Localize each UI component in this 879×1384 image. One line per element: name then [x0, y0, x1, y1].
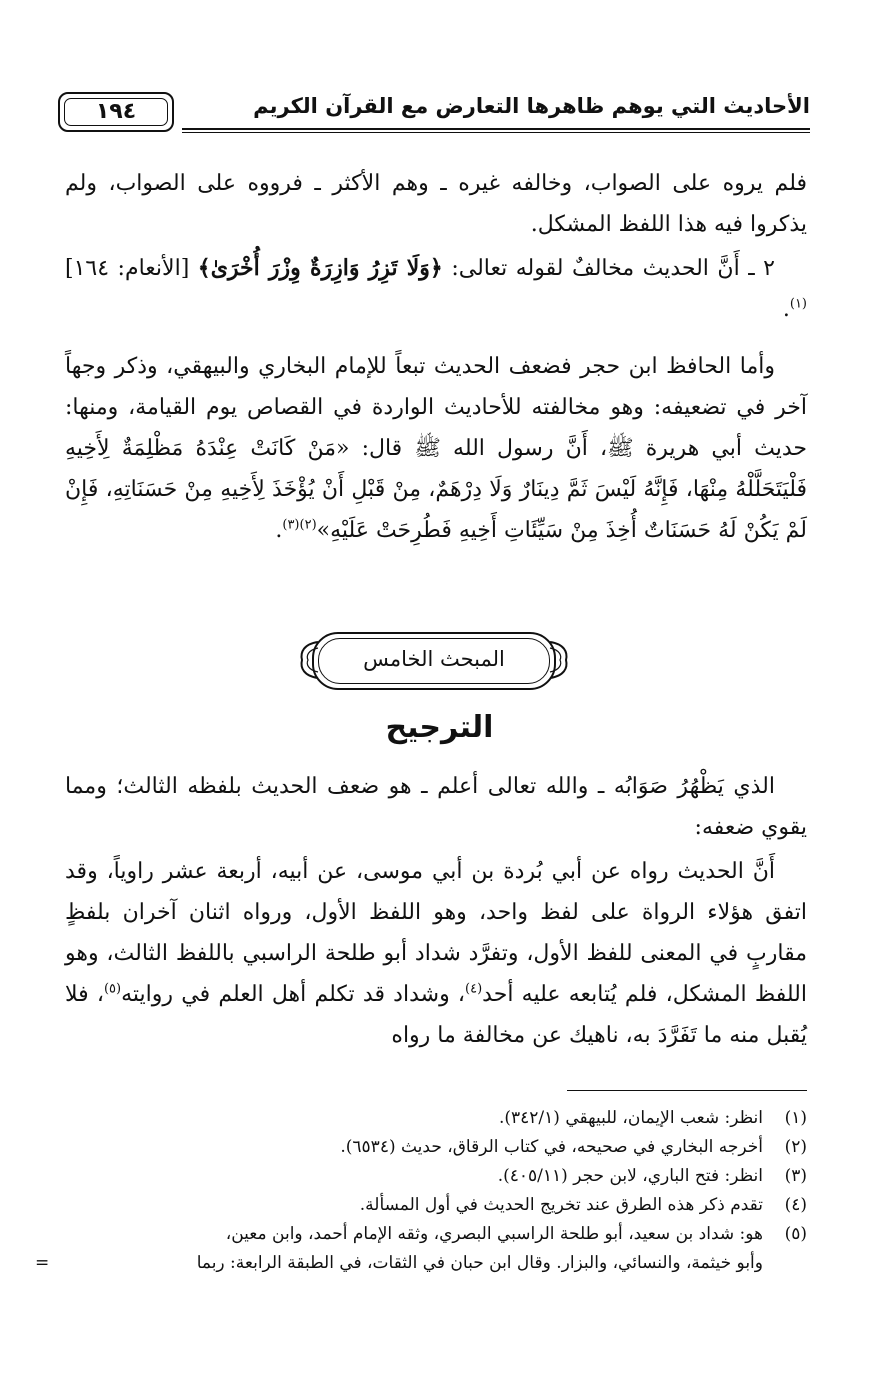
paragraph-2-body — [65, 248, 807, 330]
footnote-number: (٣) — [784, 1166, 807, 1186]
header-title: الأحاديث التي يوهم ظاهرها التعارض مع القرآن الكريم — [253, 94, 810, 118]
footnote-text: انظر: شعب الإيمان، للبيهقي (٣٤٢/١). — [498, 1108, 763, 1128]
running-header — [58, 92, 810, 144]
continuation-mark: = — [35, 1253, 50, 1273]
page-number-frame — [58, 92, 174, 132]
page-number: ١٩٤ — [95, 99, 137, 124]
footnote-4 — [65, 1191, 807, 1220]
paragraph-3-end: . — [275, 518, 283, 543]
paragraph-2-lead: ٢ ـ أَنَّ الحديث مخالفٌ لقوله تعالى: — [442, 256, 775, 281]
footnote-2 — [65, 1133, 807, 1162]
footnote-text: هو: شداد بن سعيد، أبو طلحة الراسبي البصري، وثقه الإمام أحمد، وابن معين، — [225, 1224, 763, 1244]
paragraph-3-text: وأما الحافظ ابن حجر فضعف الحديث تبعاً للإمام البخاري والبيهقي، وذكر وجهاً آخر في تضعيفه: وهو مخالفته للأحاديث الواردة في القصاص يوم القيامة، ومنها: حديث أبي هريرة ﷺ، أَنَّ رسول الله ﷺ قال: «مَنْ كَانَتْ عِنْدَهُ مَظْلِمَةٌ لِأَخِيهِ فَلْيَتَحَلَّلْهُ مِنْهَا، فَإِنَّهُ لَيْسَ ثَمَّ دِينَارٌ وَلَا دِرْهَمٌ، مِنْ قَبْلِ أَنْ يُؤْخَذَ لِأَخِيهِ مِنْ حَسَنَاتِهِ، فَإِنْ لَمْ يَكُنْ لَهُ حَسَنَاتٌ أُخِذَ مِنْ سَيِّئَاتِ أَخِيهِ فَطُرِحَتْ عَلَيْهِ» — [65, 354, 807, 543]
footnote-separator — [567, 1090, 807, 1091]
footnote-number: (٤) — [784, 1195, 807, 1215]
footnote-text: انظر: فتح الباري، لابن حجر (٤٠٥/١١). — [497, 1166, 763, 1186]
paragraph-3 — [65, 346, 807, 551]
paragraph-4-text: الذي يَظْهُرُ صَوَابُه ـ والله تعالى أعلم ـ هو ضعف الحديث بلفظه الثالث؛ ومما يقوي ضعفه: — [65, 774, 807, 840]
footnote-number: (١) — [784, 1108, 807, 1128]
quran-verse: ﴿وَلَا تَزِرُ وَازِرَةٌ وِزْرَ أُخْرَىٰ﴾ — [197, 255, 443, 281]
footnote-1 — [65, 1104, 807, 1133]
footnote-text: أخرجه البخاري في صحيحه، في كتاب الرقاق، حديث (٦٥٣٤). — [340, 1137, 763, 1157]
paragraph-1-text: فلم يروه على الصواب، وخالفه غيره ـ وهم الأكثر ـ فرووه على الصواب، ولم يذكروا فيه هذا اللفظ المشكل. — [65, 171, 807, 237]
footnote-text: تقدم ذكر هذه الطرق عند تخريج الحديث في أول المسألة. — [359, 1195, 763, 1215]
footnote-number: (٢) — [784, 1137, 807, 1157]
surah-reference: [الأنعام: ١٦٤] — [65, 256, 198, 281]
paragraph-5-body — [65, 851, 807, 1056]
paragraph-5-part-b: ، وشداد قد تكلم أهل العلم في روايته — [121, 982, 466, 1007]
footnote-3 — [65, 1162, 807, 1191]
section-banner — [298, 632, 570, 690]
footnote-number: (٥) — [784, 1224, 807, 1244]
paragraph-1 — [65, 163, 807, 245]
paragraph-2 — [65, 248, 807, 330]
banner-text: المبحث الخامس — [363, 647, 505, 671]
footnote-ref-1: (١) — [789, 296, 807, 312]
header-rule — [182, 128, 810, 130]
paragraph-4 — [65, 766, 807, 848]
paragraph-2-end: . — [782, 297, 790, 322]
footnote-5 — [35, 1220, 807, 1278]
section-heading: الترجيح — [385, 710, 494, 745]
paragraph-5-part-a: أَنَّ الحديث رواه عن أبي بُردة بن أبي موسى، عن أبيه، أربعة عشر راوياً، وقد اتفق هؤلاء الرواة على لفظ واحد، وهو اللفظ الأول، ورواه اثنان آخران بلفظٍ مقاربٍ في المعنى للفظ الأول، وتفرَّد شداد أبو طلحة الراسبي باللفظ الثالث، وهو اللفظ المشكل، فلم يُتابعه عليه أحد — [65, 859, 807, 1007]
footnote-ref-2-3: (٢)(٣) — [282, 517, 317, 533]
paragraph-5 — [65, 851, 807, 1056]
header-rule-thin — [182, 132, 810, 133]
footnotes — [35, 1104, 807, 1278]
footnote-ref-5: (٥) — [103, 981, 122, 997]
footnote-ref-4: (٤) — [465, 981, 483, 997]
footnote-continuation: وأبو خيثمة، والنسائي، والبزار. وقال ابن حبان في الثقات، في الطبقة الرابعة: ربما — [196, 1253, 763, 1273]
paragraph-5-part-c: ، فلا يُقبل منه ما تَفَرَّدَ به، ناهيك عن مخالفة ما رواه — [65, 982, 807, 1048]
paragraph-3-body — [65, 346, 807, 551]
